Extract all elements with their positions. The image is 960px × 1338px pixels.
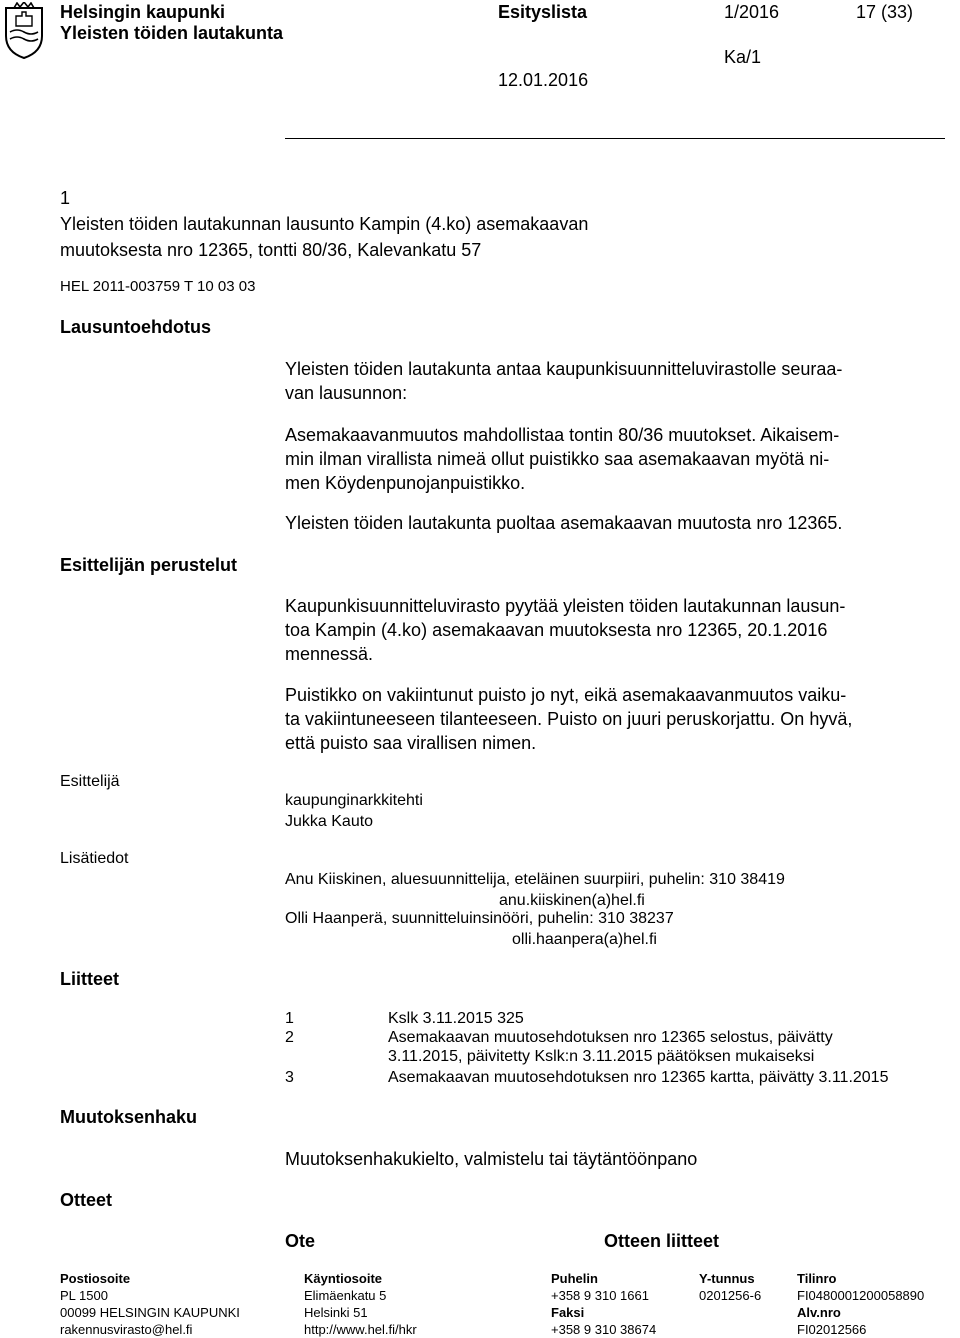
footer-visiting-address xyxy=(304,1270,417,1338)
header-board: Yleisten töiden lautakunta xyxy=(60,23,284,43)
header-reference: Ka/1 xyxy=(724,47,762,67)
section-esittelijan-perustelut: Esittelijän perustelut xyxy=(60,555,238,575)
header-organization: Helsingin kaupunki xyxy=(60,2,226,22)
header-doc-type: Esityslista xyxy=(498,2,588,22)
footer-text: +358 9 310 1661 xyxy=(551,1288,649,1303)
attachment-text[interactable]: Asemakaavan muutosehdotuksen nro 12365 kartta, päivätty 3.11.2015 xyxy=(388,1069,889,1086)
text-line: men Köydenpunojanpuistikko. xyxy=(285,473,526,493)
text-line: ta vakiintuneeseen tilanteeseen. Puisto on juuri peruskorjattu. On hyvä, xyxy=(285,709,853,729)
footer-business-id xyxy=(699,1270,761,1304)
attachment-number: 2 xyxy=(285,1029,294,1046)
extracts-column-otteen-liitteet: Otteen liitteet xyxy=(604,1231,720,1251)
text-line: van lausunnon: xyxy=(285,383,408,403)
footer-website-link[interactable]: http://www.hel.fi/hkr xyxy=(304,1322,417,1337)
contact-email[interactable]: anu.kiiskinen(a)hel.fi xyxy=(499,892,645,909)
text-line: mennessä. xyxy=(285,644,374,664)
diary-number: HEL 2011-003759 T 10 03 03 xyxy=(60,278,256,295)
contact-line: Olli Haanperä, suunnitteluinsinööri, puhelin: 310 38237 xyxy=(285,910,674,927)
header-number: 1/2016 xyxy=(724,2,780,22)
contact-email[interactable]: olli.haanpera(a)hel.fi xyxy=(512,931,657,948)
footer-heading: Postiosoite xyxy=(60,1271,131,1286)
text-line: Kaupunkisuunnitteluvirasto pyytää yleisten töiden lautakunnan lausun- xyxy=(285,596,846,616)
footer-heading: Y-tunnus xyxy=(699,1271,755,1286)
header-page: 17 (33) xyxy=(856,2,914,22)
section-liitteet: Liitteet xyxy=(60,969,120,989)
paragraph-statement-body xyxy=(285,423,945,495)
footer-heading: Faksi xyxy=(551,1305,585,1320)
contact-line: Anu Kiiskinen, aluesuunnittelija, eteläinen suurpiiri, puhelin: 310 38419 xyxy=(285,871,785,888)
footer-text: 00099 HELSINGIN KAUPUNKI xyxy=(60,1305,240,1320)
footer-postal-address xyxy=(60,1270,240,1338)
footer-account xyxy=(797,1270,924,1338)
section-lausuntoehdotus: Lausuntoehdotus xyxy=(60,317,211,337)
attachment-text[interactable]: Kslk 3.11.2015 325 xyxy=(388,1010,524,1027)
extracts-column-ote: Ote xyxy=(285,1231,316,1251)
footer-email[interactable]: rakennusvirasto@hel.fi xyxy=(60,1322,193,1337)
paragraph-request xyxy=(285,594,945,666)
paragraph-statement-intro xyxy=(285,357,945,405)
section-esittelija: Esittelijä xyxy=(60,773,120,790)
footer-text: Helsinki 51 xyxy=(304,1305,368,1320)
presenter-name: Jukka Kauto xyxy=(285,813,374,830)
presenter-title: kaupunginarkkitehti xyxy=(285,792,423,809)
footer-heading: Puhelin xyxy=(551,1271,598,1286)
text-line: toa Kampin (4.ko) asemakaavan muutoksesta nro 12365, 20.1.2016 xyxy=(285,620,828,640)
footer-text: PL 1500 xyxy=(60,1288,108,1303)
footer-heading: Alv.nro xyxy=(797,1305,841,1320)
footer-heading: Käyntiosoite xyxy=(304,1271,383,1286)
helsinki-crest-logo xyxy=(2,2,46,60)
footer-text: Elimäenkatu 5 xyxy=(304,1288,387,1303)
header-date: 12.01.2016 xyxy=(498,70,589,90)
footer-text: +358 9 310 38674 xyxy=(551,1322,657,1337)
appeal-text: Muutoksenhakukielto, valmistelu tai täytäntöönpano xyxy=(285,1149,698,1169)
text-line: Yleisten töiden lautakunta puoltaa asemakaavan muutosta nro 12365. xyxy=(285,513,843,533)
text-line: että puisto saa virallisen nimen. xyxy=(285,733,537,753)
footer-text: 0201256-6 xyxy=(699,1288,762,1303)
footer-phone xyxy=(551,1270,656,1338)
item-number: 1 xyxy=(60,188,71,208)
item-title-line1: Yleisten töiden lautakunnan lausunto Kampin (4.ko) asemakaavan xyxy=(60,214,589,234)
attachment-number: 3 xyxy=(285,1069,294,1086)
paragraph-reasoning xyxy=(285,683,945,755)
section-lisatiedot: Lisätiedot xyxy=(60,850,129,867)
paragraph-statement-conclusion xyxy=(285,511,945,535)
attachment-number: 1 xyxy=(285,1010,294,1027)
text-line: Yleisten töiden lautakunta antaa kaupunkisuunnitteluvirastolle seuraa- xyxy=(285,359,843,379)
text-line: min ilman virallista nimeä ollut puistikko saa asemakaavan myötä ni- xyxy=(285,449,830,469)
attachment-text-continued: 3.11.2015, päivitetty Kslk:n 3.11.2015 päätöksen mukaiseksi xyxy=(388,1048,815,1065)
section-muutoksenhaku: Muutoksenhaku xyxy=(60,1107,198,1127)
attachment-text[interactable]: Asemakaavan muutosehdotuksen nro 12365 selostus, päivätty xyxy=(388,1029,833,1046)
item-title-line2: muutoksesta nro 12365, tontti 80/36, Kalevankatu 57 xyxy=(60,240,482,260)
footer-text: FI0480001200058890 xyxy=(797,1288,925,1303)
section-otteet: Otteet xyxy=(60,1190,113,1210)
footer-text: FI02012566 xyxy=(797,1322,867,1337)
header-divider xyxy=(285,138,945,139)
footer-heading: Tilinro xyxy=(797,1271,837,1286)
text-line: Asemakaavanmuutos mahdollistaa tontin 80/36 muutokset. Aikaisem- xyxy=(285,425,840,445)
text-line: Puistikko on vakiintunut puisto jo nyt, eikä asemakaavanmuutos vaiku- xyxy=(285,685,847,705)
